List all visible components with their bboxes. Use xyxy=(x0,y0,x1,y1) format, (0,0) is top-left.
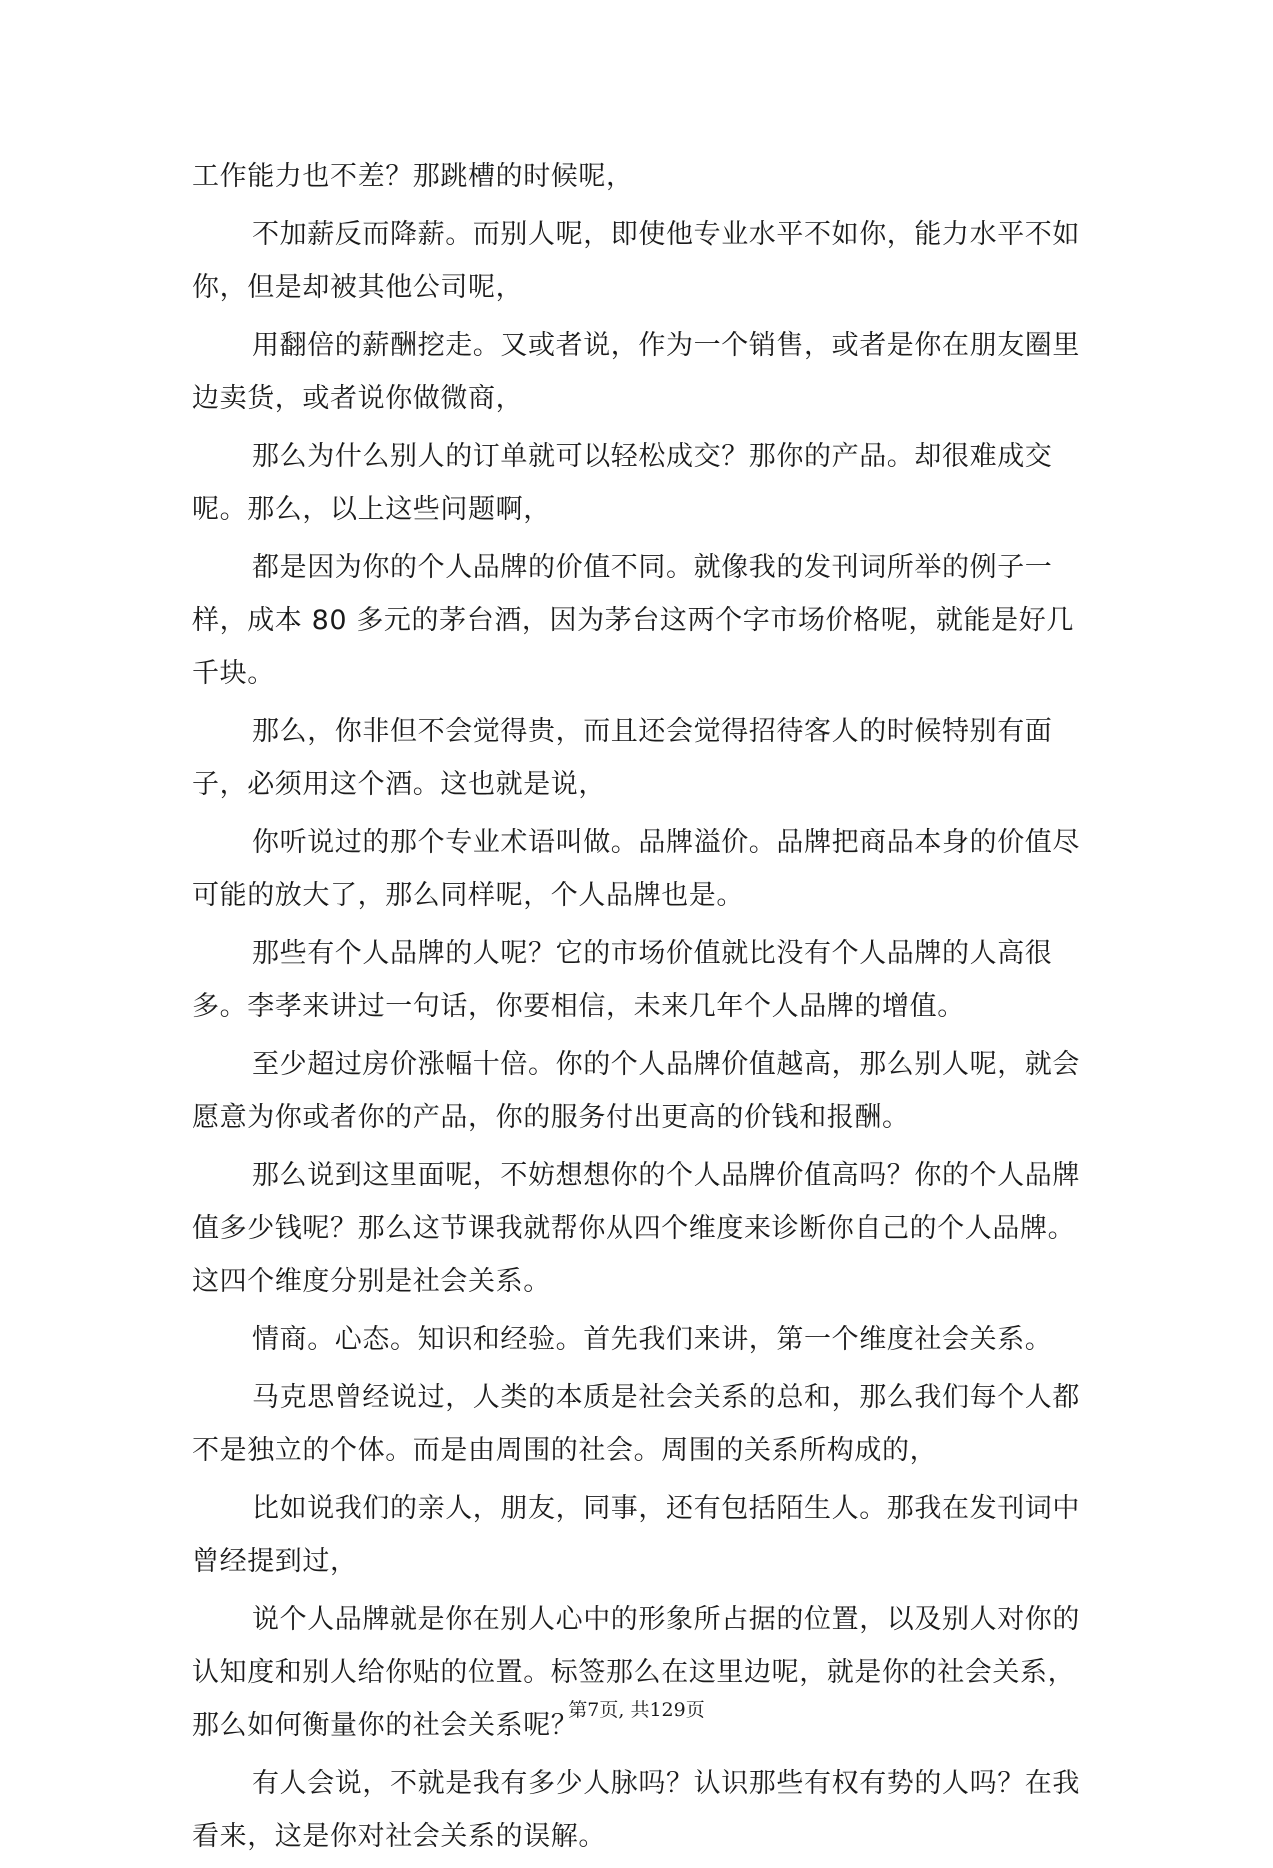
paragraph: 不加薪反而降薪。而别人呢，即使他专业水平不如你，能力水平不如你，但是却被其他公司呢， xyxy=(192,219,1080,303)
paragraph: 那么说到这里面呢，不妨想想你的个人品牌价值高吗？你的个人品牌值多少钱呢？那么这节课我就帮你从四个维度来诊断你自己的个人品牌。这四个维度分别是社会关系。 xyxy=(192,1160,1080,1297)
paragraph: 都是因为你的个人品牌的价值不同。就像我的发刊词所举的例子一样，成本 80 多元的茅台酒，因为茅台这两个字市场价格呢，就能是好几千块。 xyxy=(192,552,1074,689)
page-number-footer: 第7页, 共129页 xyxy=(568,1699,705,1721)
paragraph: 用翻倍的薪酬挖走。又或者说，作为一个销售，或者是你在朋友圈里边卖货，或者说你做微商， xyxy=(192,330,1080,414)
document-body xyxy=(192,150,1084,1868)
paragraph: 至少超过房价涨幅十倍。你的个人品牌价值越高，那么别人呢，就会愿意为你或者你的产品，你的服务付出更高的价钱和报酬。 xyxy=(192,1049,1080,1133)
paragraph: 那么为什么别人的订单就可以轻松成交？那你的产品。却很难成交呢。那么，以上这些问题啊， xyxy=(192,441,1053,525)
paragraph: 说个人品牌就是你在别人心中的形象所占据的位置，以及别人对你的认知度和别人给你贴的位置。标签那么在这里边呢，就是你的社会关系，那么如何衡量你的社会关系呢？ xyxy=(192,1604,1080,1741)
paragraph: 马克思曾经说过，人类的本质是社会关系的总和，那么我们每个人都不是独立的个体。而是由周围的社会。周围的关系所构成的， xyxy=(192,1382,1080,1466)
paragraph: 那么，你非但不会觉得贵，而且还会觉得招待客人的时候特别有面子，必须用这个酒。这也就是说， xyxy=(192,716,1053,800)
paragraph: 你听说过的那个专业术语叫做。品牌溢价。品牌把商品本身的价值尽可能的放大了，那么同样呢，个人品牌也是。 xyxy=(192,827,1080,911)
paragraph: 有人会说，不就是我有多少人脉吗？认识那些有权有势的人吗？在我看来，这是你对社会关系的误解。 xyxy=(192,1768,1080,1852)
paragraph: 比如说我们的亲人，朋友，同事，还有包括陌生人。那我在发刊词中曾经提到过， xyxy=(192,1493,1080,1577)
paragraph: 那些有个人品牌的人呢？它的市场价值就比没有个人品牌的人高很多。李孝来讲过一句话，你要相信，未来几年个人品牌的增值。 xyxy=(192,938,1053,1022)
paragraph: 工作能力也不差？那跳槽的时候呢， xyxy=(192,161,634,192)
paragraph: 情商。心态。知识和经验。首先我们来讲，第一个维度社会关系。 xyxy=(252,1324,1053,1355)
